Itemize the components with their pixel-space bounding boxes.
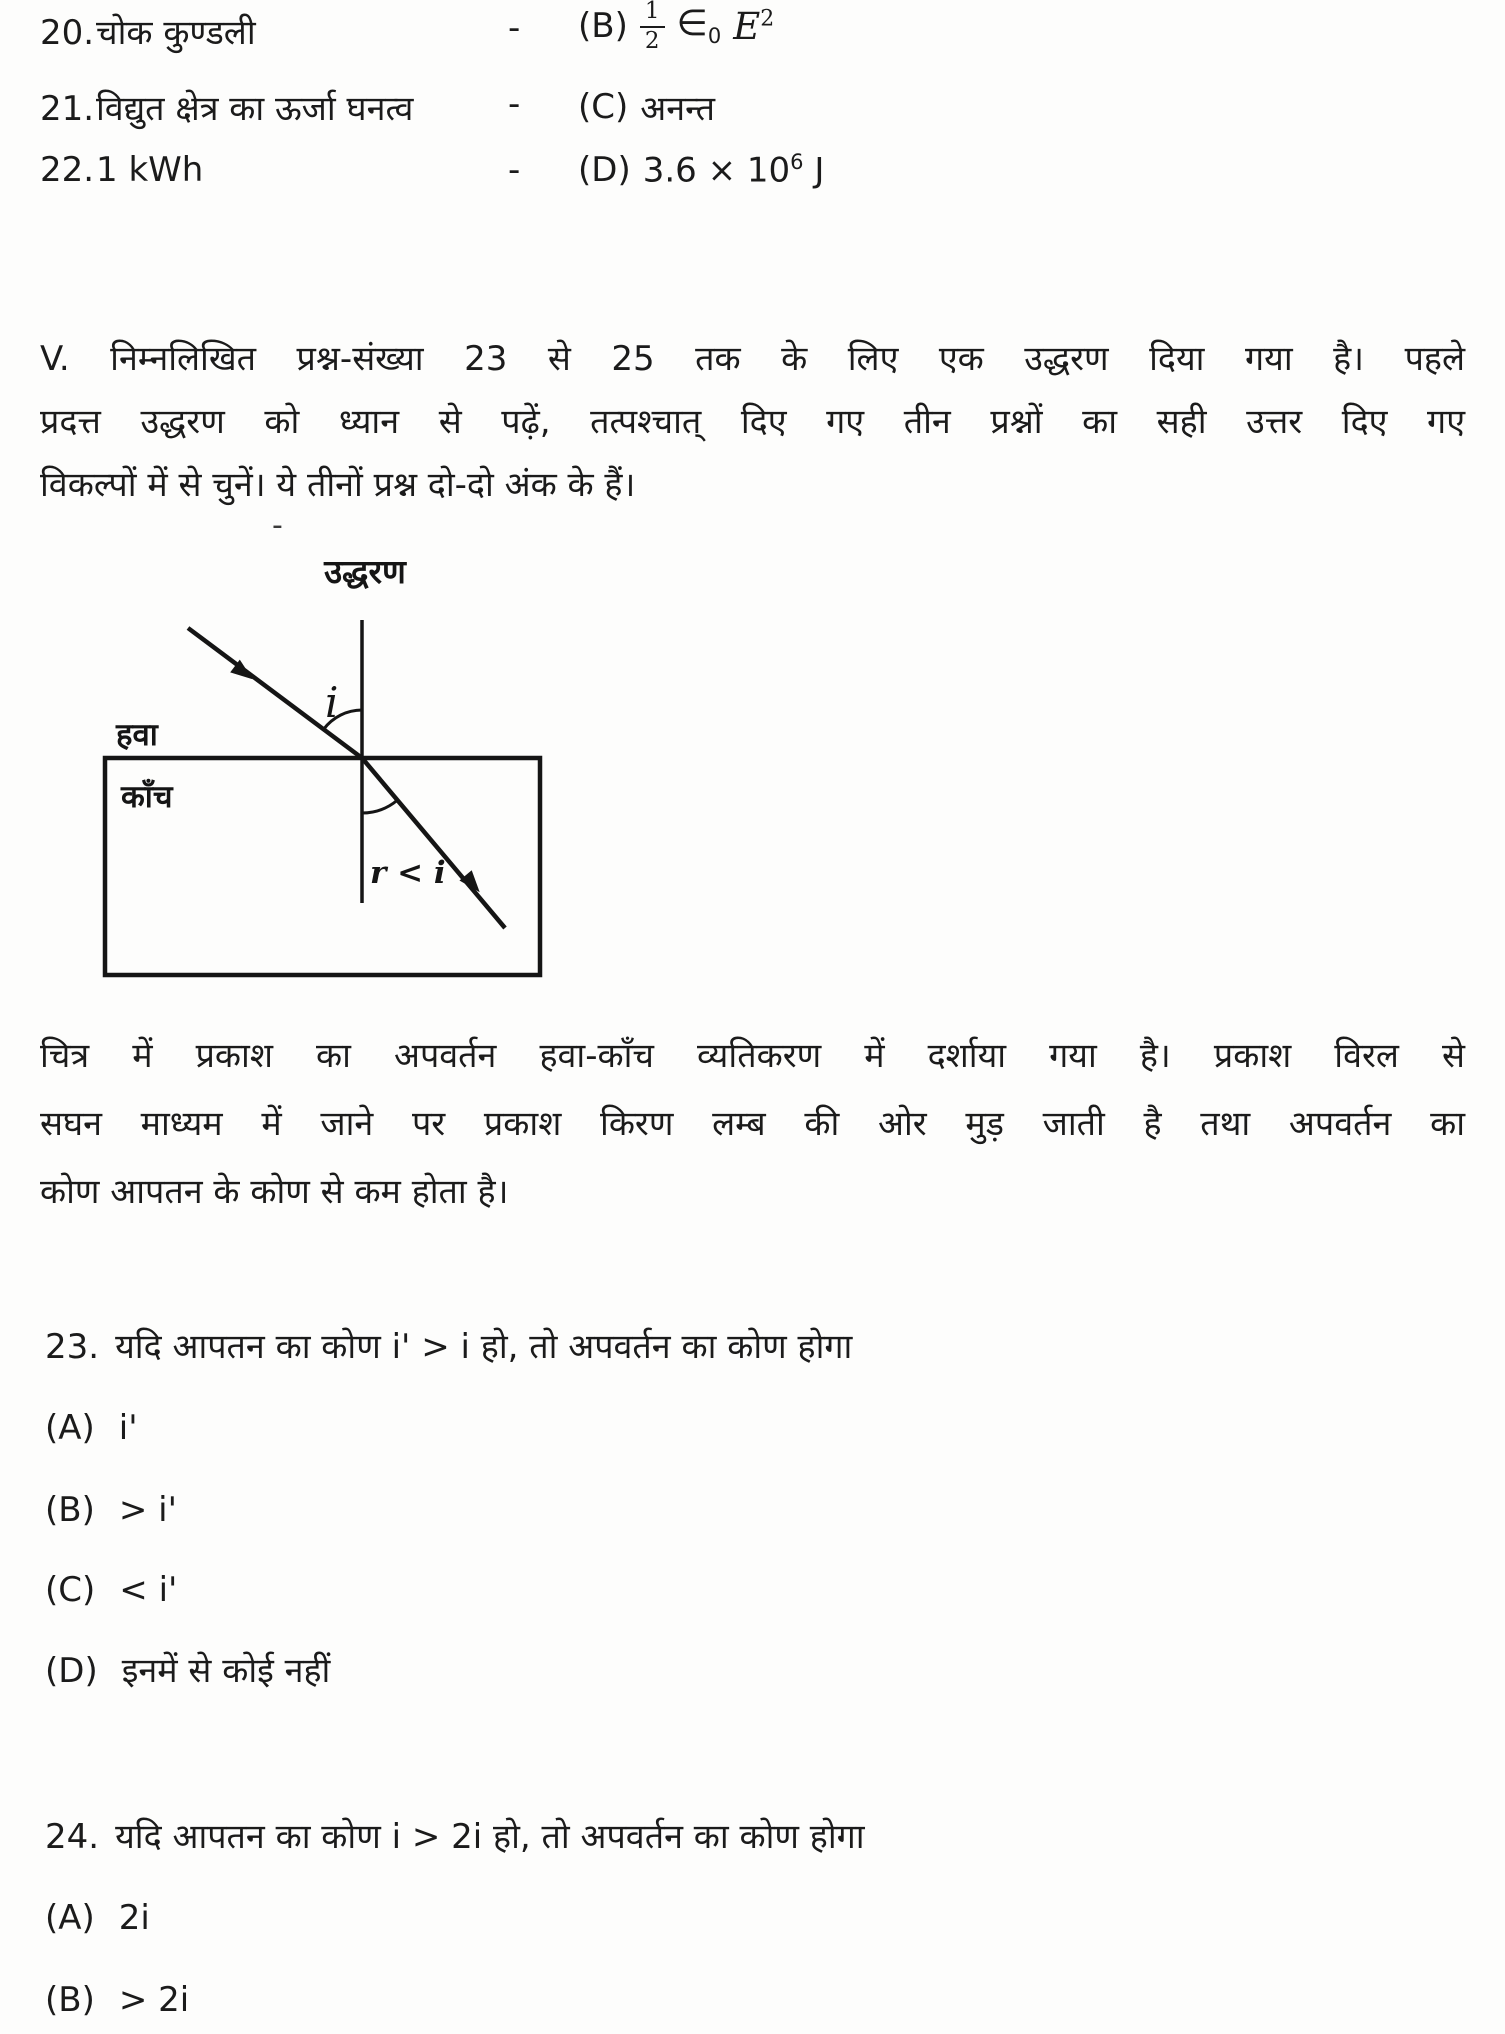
match-term xyxy=(40,150,203,190)
q23-option-a xyxy=(45,1408,138,1448)
separator-dash: - xyxy=(508,8,521,48)
glass-label: काँच xyxy=(121,779,173,815)
fraction-numerator: 1 xyxy=(640,0,665,28)
option-text: i' xyxy=(118,1408,138,1448)
scan-artifact-dash: - xyxy=(272,508,283,543)
match-answer xyxy=(578,0,774,58)
paragraph-line: सघन माध्यम में जाने पर प्रकाश किरण लम्ब की ओर मुड़ जाती है तथा अपवर्तन का xyxy=(40,1104,1465,1144)
refraction-angle-arc xyxy=(362,800,397,813)
answer-exponent: 6 xyxy=(790,150,804,174)
match-answer xyxy=(578,150,824,190)
item-number: 20. xyxy=(40,13,95,53)
figure-passage xyxy=(40,1022,1465,1226)
fraction-denominator: 2 xyxy=(644,27,660,54)
match-answer xyxy=(578,84,715,130)
question-text: यदि आपतन का कोण i' > i हो, तो अपवर्तन का कोण होगा xyxy=(115,1327,853,1367)
option-text: इनमें से कोई नहीं xyxy=(121,1651,331,1691)
question-number: 23. xyxy=(45,1327,100,1367)
item-number: 22. xyxy=(40,150,95,190)
incidence-angle-label: i xyxy=(325,678,339,727)
paragraph-line: चित्र में प्रकाश का अपवर्तन हवा-काँच व्यतिकरण में दर्शाया गया है। प्रकाश विरल से xyxy=(40,1036,1465,1076)
q24-option-b xyxy=(45,1980,189,2020)
option-letter: (A) xyxy=(45,1898,95,1938)
q23-option-b xyxy=(45,1490,177,1530)
answer-base: 3.6 × 10 xyxy=(642,150,791,191)
answer-unit: J xyxy=(814,150,825,191)
option-text: < i' xyxy=(119,1570,178,1610)
option-text: > 2i xyxy=(118,1980,190,2020)
e-glyph: E xyxy=(733,4,761,48)
answer-value xyxy=(643,150,825,190)
q23-option-d xyxy=(45,1646,330,1692)
option-letter: (B) xyxy=(45,1490,95,1530)
item-number: 21. xyxy=(40,89,95,129)
term-text: चोक कुण्डली xyxy=(96,13,256,53)
answer-letter: (C) xyxy=(578,87,629,127)
match-term xyxy=(40,84,413,130)
term-text: 1 kWh xyxy=(96,150,204,190)
e-variable xyxy=(733,5,774,48)
answer-letter: (B) xyxy=(578,6,628,46)
paragraph-line: प्रदत्त उद्धरण को ध्यान से पढ़ें, तत्पश्चात् दिए गए तीन प्रश्नों का सही उत्तर दिए गए xyxy=(40,402,1465,442)
question-number: 24. xyxy=(45,1817,100,1857)
question-23 xyxy=(45,1322,852,1368)
e-exponent: 2 xyxy=(760,6,775,32)
figure-title: उद्धरण xyxy=(324,552,406,591)
epsilon-glyph: ∈ xyxy=(676,3,708,45)
epsilon-subscript: 0 xyxy=(707,24,722,49)
option-letter: (B) xyxy=(45,1980,95,2020)
separator-dash: - xyxy=(508,150,521,190)
paragraph-line: V. निम्नलिखित प्रश्न-संख्या 23 से 25 तक के लिए एक उद्धरण दिया गया है। पहले xyxy=(40,339,1465,379)
question-24 xyxy=(45,1812,865,1858)
match-term xyxy=(40,8,256,54)
separator-dash: - xyxy=(508,84,521,124)
refraction-diagram xyxy=(0,545,600,995)
match-row-21 xyxy=(0,84,1505,144)
answer-text: अनन्त xyxy=(640,89,715,129)
paragraph-line: कोण आपतन के कोण से कम होता है। xyxy=(40,1172,509,1212)
paragraph-line: विकल्पों में से चुनें। ये तीनों प्रश्न दो-दो अंक के हैं। xyxy=(40,465,636,505)
q23-option-c xyxy=(45,1570,177,1610)
fraction xyxy=(640,0,665,53)
term-text: विद्युत क्षेत्र का ऊर्जा घनत्व xyxy=(96,89,414,129)
option-letter: (D) xyxy=(45,1651,98,1691)
question-text: यदि आपतन का कोण i > 2i हो, तो अपवर्तन का कोण होगा xyxy=(115,1817,865,1857)
refraction-angle-label: r < i xyxy=(370,855,446,891)
option-text: > i' xyxy=(118,1490,177,1530)
epsilon-symbol xyxy=(677,3,722,48)
section-v-paragraph xyxy=(40,328,1465,517)
match-row-22 xyxy=(0,150,1505,210)
match-row-20 xyxy=(0,0,1505,68)
refracted-ray xyxy=(362,758,505,928)
option-letter: (A) xyxy=(45,1408,95,1448)
refracted-ray-arrowhead xyxy=(459,870,485,897)
option-text: 2i xyxy=(118,1898,150,1938)
option-letter: (C) xyxy=(45,1570,96,1610)
answer-letter: (D) xyxy=(578,150,631,191)
q24-option-a xyxy=(45,1898,150,1938)
air-label: हवा xyxy=(116,717,158,753)
